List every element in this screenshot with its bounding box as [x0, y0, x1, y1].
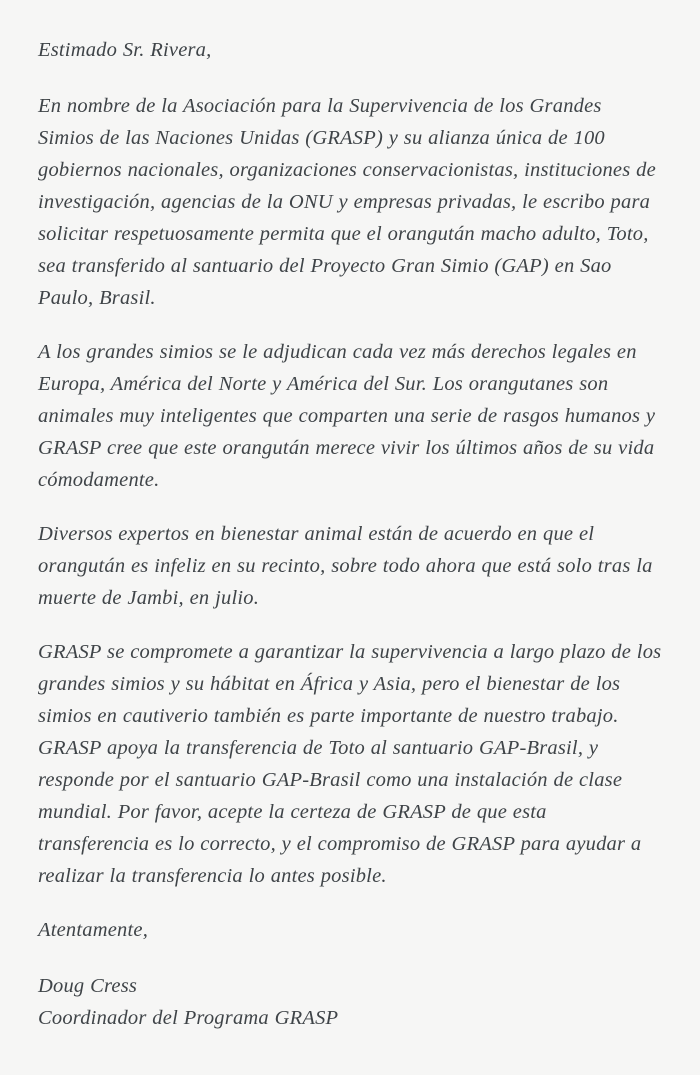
letter-paragraph-3: Diversos expertos en bienestar animal están de acuerdo en que el orangután es infeliz en su recinto, sobre todo ahora que está solo tras la muerte de Jambi, en julio.: [38, 523, 653, 609]
signature-title: Coordinador del Programa GRASP: [38, 1007, 339, 1029]
letter-closing: Atentamente,: [38, 919, 149, 941]
letter-salutation: Estimado Sr. Rivera,: [38, 39, 212, 61]
letter-paragraph-1: En nombre de la Asociación para la Supervivencia de los Grandes Simios de las Naciones Unidas (GRASP) y su alianza única de 100 gobiernos nacionales, organizaciones conservacionistas, instituciones de investigación, agencias de la ONU y empresas privadas, le escribo para solicitar respetuosamente permita que el orangután macho adulto, Toto, sea transferido al santuario del Proyecto Gran Simio (GAP) en Sao Paulo, Brasil.: [38, 95, 656, 309]
signature-name: Doug Cress: [38, 975, 138, 997]
letter-paragraph-4: GRASP se compromete a garantizar la supervivencia a largo plazo de los grandes simios y su hábitat en África y Asia, pero el bienestar de los simios en cautiverio también es parte importante de nuestro trabajo. GRASP apoya la transferencia de Toto al santuario GAP-Brasil, y responde por el santuario GAP-Brasil como una instalación de clase mundial. Por favor, acepte la certeza de GRASP de que esta transferencia es lo correcto, y el compromiso de GRASP para ayudar a realizar la transferencia lo antes posible.: [38, 641, 662, 887]
letter-signature-block: [38, 970, 662, 1034]
letter-paragraph-2: A los grandes simios se le adjudican cada vez más derechos legales en Europa, América del Norte y América del Sur. Los orangutanes son animales muy inteligentes que comparten una serie de rasgos humanos y GRASP cree que este orangután merece vivir los últimos años de su vida cómodamente.: [38, 341, 656, 491]
